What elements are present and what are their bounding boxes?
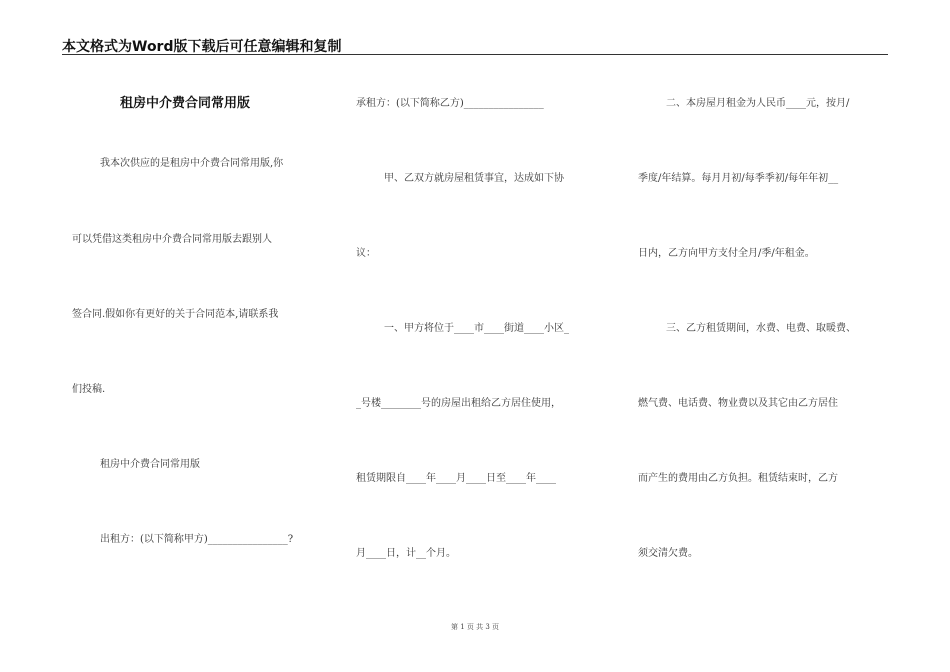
page-number: 第 1 页 共 3 页	[450, 623, 500, 631]
paragraph-line: 而产生的费用由乙方负担。租赁结束时，乙方	[638, 473, 838, 484]
paragraph-line: 甲、乙双方就房屋租赁事宜，达成如下协	[384, 173, 564, 184]
paragraph-line: 承租方：(以下简称乙方)________________	[356, 98, 544, 109]
paragraph-line: 们投稿.	[72, 384, 106, 395]
column-2	[356, 0, 616, 672]
paragraph-line: 一、甲方将位于____市____街道____小区_	[384, 323, 569, 334]
header-note: 本文格式为Word版下载后可任意编辑和复制	[62, 39, 342, 55]
paragraph-line: 租赁期限自____年____月____日至____年____	[356, 473, 556, 484]
paragraph-line: 三、乙方租赁期间，水费、电费、取暖费、	[666, 323, 856, 334]
paragraph-line: 租房中介费合同常用版	[100, 459, 200, 470]
paragraph-line: 二、本房屋月租金为人民币____元，按月/	[666, 98, 850, 109]
paragraph-line: 月____日，计__个月。	[356, 548, 456, 559]
column-1	[72, 0, 332, 672]
paragraph-line: 须交清欠费。	[638, 548, 698, 559]
paragraph-line: 议：	[356, 248, 376, 259]
paragraph-line: 出租方：(以下简称甲方)________________?	[100, 534, 294, 545]
paragraph-line: 可以凭借这类租房中介费合同常用版去跟别人	[72, 234, 272, 245]
paragraph-line: 签合同.假如你有更好的关于合同范本,请联系我	[72, 309, 279, 320]
column-3	[638, 0, 898, 672]
paragraph-line: 日内，乙方向甲方支付全月/季/年租金。	[638, 248, 815, 259]
document-title: 租房中介费合同常用版	[120, 96, 251, 111]
paragraph-line: _号楼________号的房屋出租给乙方居住使用，	[356, 398, 561, 409]
paragraph-line: 我本次供应的是租房中介费合同常用版,你	[100, 158, 284, 169]
paragraph-line: 燃气费、电话费、物业费以及其它由乙方居住	[638, 398, 838, 409]
paragraph-line: 季度/年结算。每月月初/每季季初/每年年初__	[638, 173, 839, 184]
